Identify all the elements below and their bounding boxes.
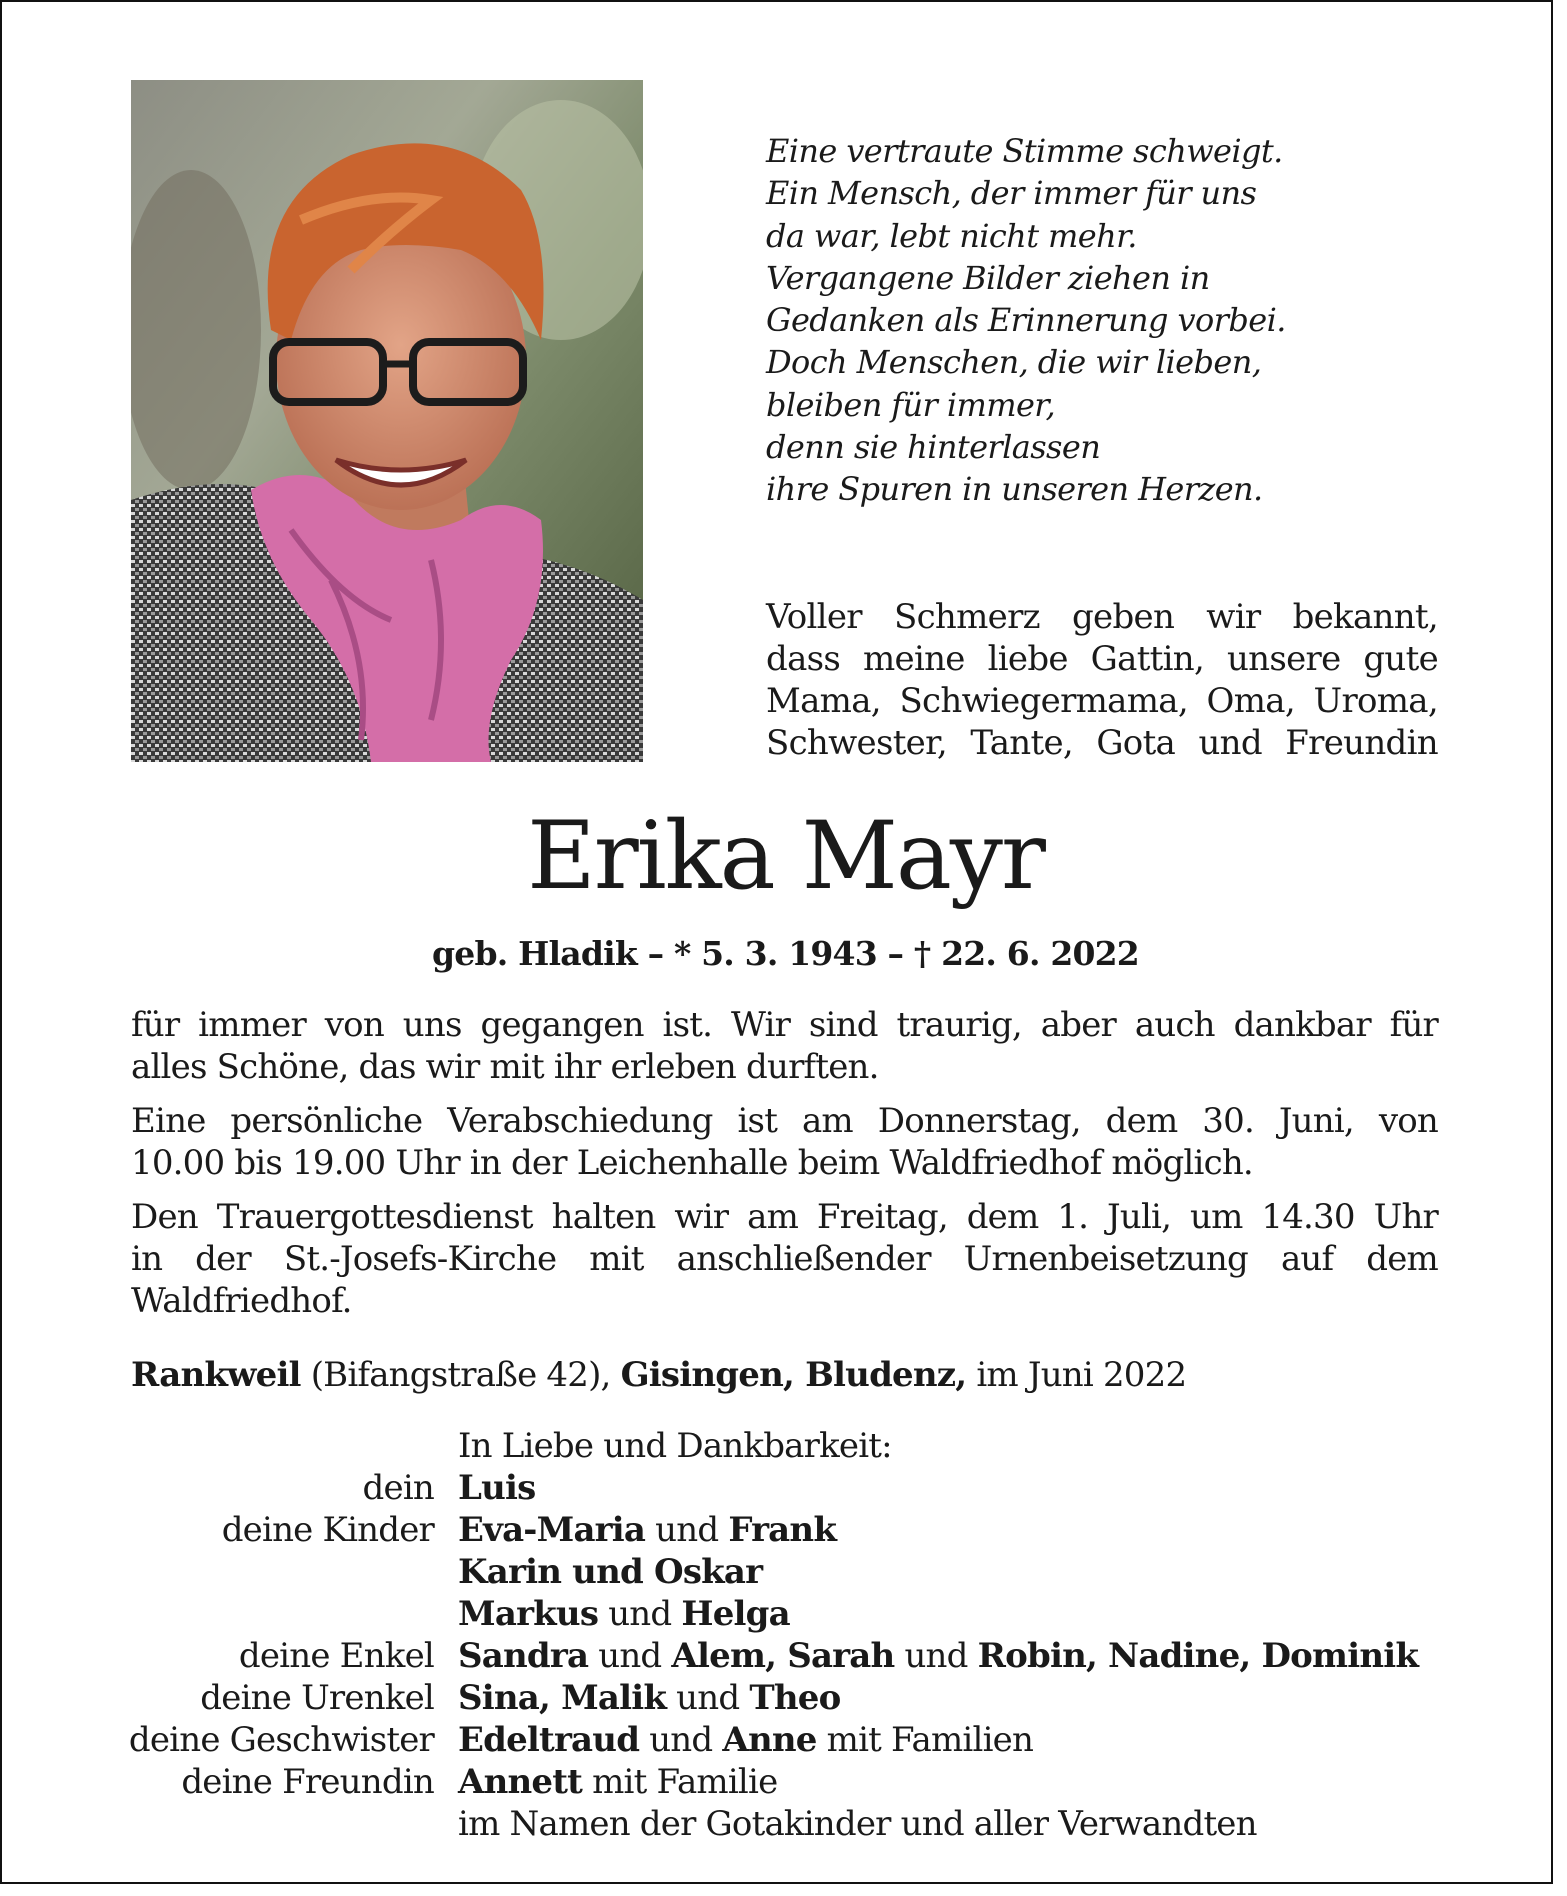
mourner-name: Frank — [728, 1510, 837, 1550]
mourner-name: Sandra — [458, 1636, 589, 1676]
mourner-names — [458, 1551, 762, 1593]
poem-line: Ein Mensch, der immer für uns — [766, 174, 1257, 213]
mourner-name: Eva-Maria — [458, 1510, 646, 1550]
paragraph-farewell — [131, 1100, 1438, 1184]
announcement-text — [766, 596, 1438, 764]
mourner-names — [458, 1593, 790, 1635]
poem-line: Doch Menschen, die wir lieben, — [766, 343, 1262, 382]
paragraph-line: Eine persönliche Verabschiedung ist am Donnerstag, dem 30. Juni, von — [131, 1101, 1438, 1141]
poem-line: Eine vertraute Stimme schweigt. — [766, 132, 1283, 170]
memorial-poem — [766, 130, 1506, 511]
mourner-relation: dein — [362, 1468, 434, 1508]
poem-line: bleiben für immer, — [766, 385, 1056, 424]
paragraph-line: für immer von uns gegangen ist. Wir sind traurig, aber auch dankbar für — [131, 1005, 1438, 1045]
mourners-closing-text: im Namen der Gotakinder und aller Verwandten — [458, 1804, 1257, 1844]
mourner-row — [2, 1551, 1567, 1593]
mourners-list — [2, 1425, 1567, 1845]
mourner-name: Markus — [458, 1594, 599, 1634]
mourner-name: Sina, Malik — [458, 1678, 667, 1718]
mourners-closing — [2, 1803, 1567, 1845]
mourner-relation: deine Geschwister — [128, 1720, 434, 1760]
mourner-row — [2, 1509, 1567, 1551]
mourner-row — [2, 1761, 1567, 1803]
place-towns: Gisingen, Bludenz, — [620, 1355, 967, 1395]
mourner-name: Alem, Sarah — [671, 1636, 895, 1676]
portrait-photo — [131, 80, 643, 762]
mourner-names — [458, 1509, 836, 1551]
announcement-line: Voller Schmerz geben wir bekannt, — [766, 597, 1438, 637]
mourner-names — [458, 1635, 1418, 1677]
deceased-name: Erika Mayr — [527, 802, 1044, 911]
mourner-row — [2, 1719, 1567, 1761]
birth-death-dates: geb. Hladik – * 5. 3. 1943 – † 22. 6. 2022 — [432, 934, 1139, 973]
mourner-name: Luis — [458, 1468, 536, 1508]
poem-line: Vergangene Bilder ziehen in — [766, 258, 1210, 297]
announcement-line: dass meine liebe Gattin, unsere gute — [766, 639, 1438, 679]
place-date: im Juni 2022 — [966, 1355, 1187, 1395]
poem-line: denn sie hinterlassen — [766, 428, 1101, 467]
mourner-row — [2, 1677, 1567, 1719]
announcement-line: Mama, Schwiegermama, Oma, Uroma, — [766, 681, 1438, 721]
mourner-connector: und — [666, 1678, 750, 1718]
mourner-row — [2, 1467, 1567, 1509]
place-and-date — [131, 1354, 1186, 1396]
mourner-connector: und — [639, 1720, 723, 1760]
mourner-name: Edeltraud — [458, 1720, 640, 1760]
mourner-connector: und — [598, 1594, 682, 1634]
poem-line: Gedanken als Erinnerung vorbei. — [766, 301, 1286, 340]
place-town: Rankweil — [131, 1355, 301, 1395]
mourner-names — [458, 1467, 535, 1509]
paragraph-line: 10.00 bis 19.00 Uhr in der Leichenhalle beim Waldfriedhof möglich. — [131, 1143, 1253, 1183]
mourner-connector: und — [894, 1636, 978, 1676]
mourner-relation: deine Enkel — [238, 1636, 434, 1676]
mourner-names — [458, 1677, 840, 1719]
mourner-relation: deine Kinder — [221, 1510, 434, 1550]
paragraph-line: in der St.-Josefs-Kirche mit anschließender Urnenbeisetzung auf dem — [131, 1239, 1438, 1279]
paragraph-line: Den Trauergottesdienst halten wir am Freitag, dem 1. Juli, um 14.30 Uhr — [131, 1197, 1438, 1237]
mourner-name: Anne — [722, 1720, 817, 1760]
mourner-names — [458, 1719, 1033, 1761]
mourner-connector: mit Familien — [816, 1720, 1034, 1760]
mourner-name: Annett — [458, 1762, 583, 1802]
mourner-name: Helga — [681, 1594, 790, 1634]
mourner-name: Karin und Oskar — [458, 1552, 763, 1592]
mourner-connector: und — [588, 1636, 672, 1676]
paragraph-service — [131, 1196, 1438, 1322]
poem-line: ihre Spuren in unseren Herzen. — [766, 470, 1263, 509]
mourner-row — [2, 1593, 1567, 1635]
announcement-line: Schwester, Tante, Gota und Freundin — [766, 723, 1438, 763]
mourner-name: Theo — [749, 1678, 841, 1718]
mourner-relation: deine Freundin — [181, 1762, 434, 1802]
mourner-names — [458, 1761, 777, 1803]
mourners-intro-text: In Liebe und Dankbarkeit: — [458, 1426, 892, 1466]
mourner-name: Robin, Nadine, Dominik — [977, 1636, 1419, 1676]
paragraph-line: alles Schöne, das wir mit ihr erleben durften. — [131, 1047, 879, 1087]
paragraph-passing — [131, 1004, 1438, 1088]
mourner-connector: und — [645, 1510, 729, 1550]
mourners-intro — [2, 1425, 1567, 1467]
mourner-relation: deine Urenkel — [200, 1678, 434, 1718]
mourner-connector: mit Familie — [582, 1762, 778, 1802]
mourner-row — [2, 1635, 1567, 1677]
place-address: (Bifangstraße 42), — [300, 1355, 621, 1395]
paragraph-line: Waldfriedhof. — [131, 1281, 352, 1321]
poem-line: da war, lebt nicht mehr. — [766, 216, 1137, 255]
